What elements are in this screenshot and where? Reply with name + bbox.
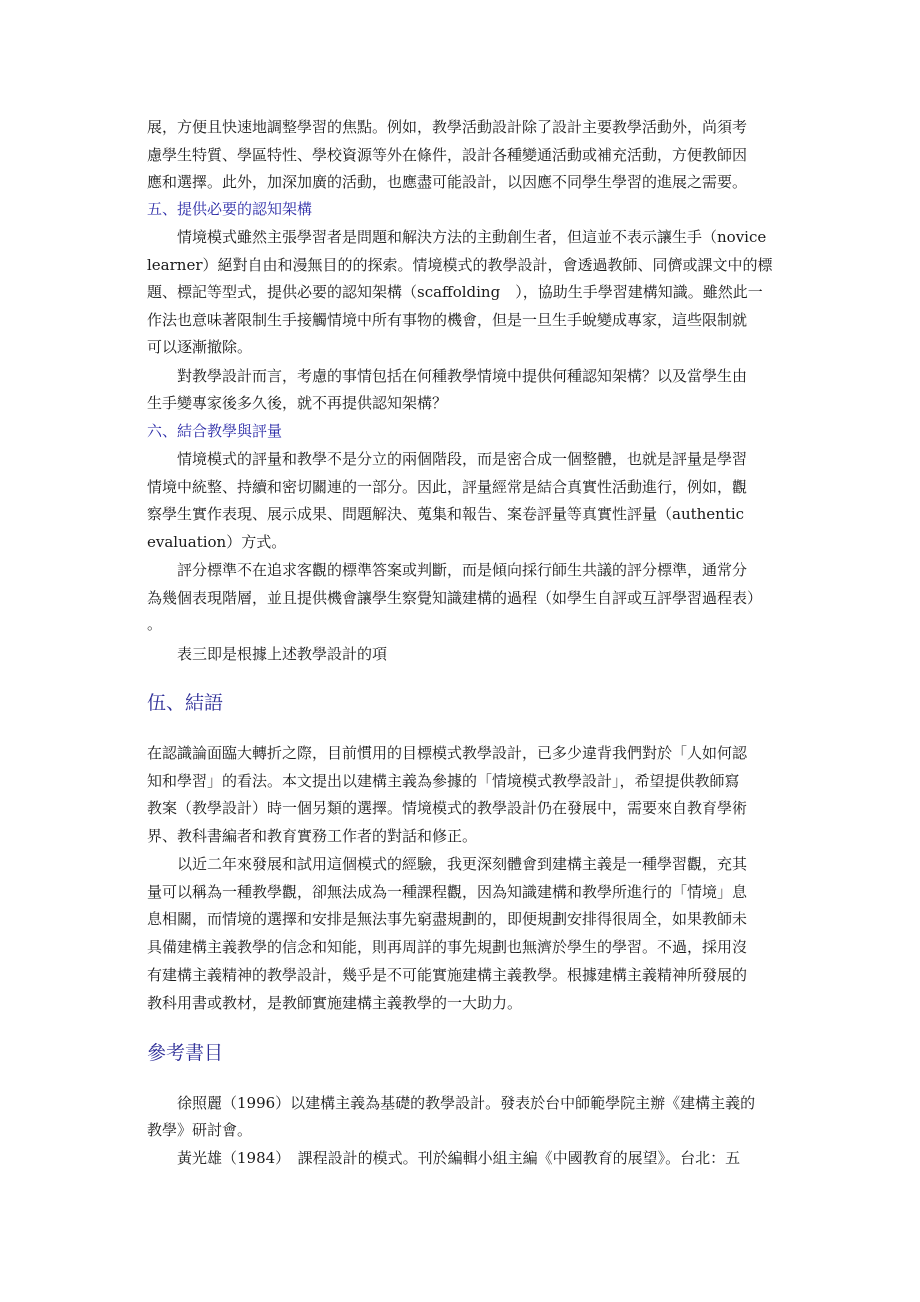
- paragraph-line: 應和選擇。此外，加深加廣的活動，也應盡可能設計，以因應不同學生學習的進展之需要。: [147, 173, 748, 191]
- section-heading: 六、結合教學與評量: [147, 422, 283, 440]
- paragraph-line: 對教學設計而言，考慮的事情包括在何種教學情境中提供何種認知架構？以及當學生由: [177, 367, 748, 385]
- paragraph-line: 為幾個表現階層，並且提供機會讓學生察覺知識建構的過程（如學生自評或互評學習過程表）: [147, 589, 763, 607]
- paragraph-line: 有建構主義精神的教學設計，幾乎是不可能實施建構主義教學。根據建構主義精神所發展的: [147, 966, 748, 984]
- paragraph-line: 評分標準不在追求客觀的標準答案或判斷，而是傾向採行師生共議的評分標準，通常分: [177, 561, 748, 579]
- paragraph-line: 以近二年來發展和試用這個模式的經驗，我更深刻體會到建構主義是一種學習觀，充其: [177, 855, 748, 873]
- paragraph-line: 知和學習」的看法。本文提出以建構主義為參據的「情境模式教學設計」，希望提供教師寫: [147, 772, 740, 790]
- paragraph-line: 可以逐漸撤除。: [147, 338, 253, 356]
- paragraph-line: 情境中統整、持續和密切關連的一部分。因此，評量經常是結合真實性活動進行，例如，觀: [147, 478, 748, 496]
- paragraph-line: 察學生實作表現、展示成果、問題解決、蒐集和報告、案卷評量等真實性評量（authentic: [147, 505, 745, 523]
- paragraph-line: learner）絕對自由和漫無目的的探索。情境模式的教學設計，會透過教師、同儕或課文中的標: [147, 256, 773, 274]
- reference-line: 黃光雄（1984） 課程設計的模式。刊於編輯小組主編《中國教育的展望》。台北：五: [177, 1149, 741, 1167]
- paragraph-line: 教科用書或教材，是教師實施建構主義教學的一大助力。: [147, 994, 523, 1012]
- paragraph-line: 情境模式的評量和教學不是分立的兩個階段，而是密合成一個整體，也就是評量是學習: [177, 450, 748, 468]
- paragraph-line: 。: [147, 615, 163, 633]
- paragraph-line: 生手變專家後多久後，就不再提供認知架構？: [147, 394, 448, 412]
- reference-line: 教學》研討會。: [147, 1121, 253, 1139]
- paragraph-line: 題、標記等型式，提供必要的認知架構（scaffolding ），協助生手學習建構知識。雖然此一: [147, 283, 763, 301]
- paragraph-line: 展，方便且快速地調整學習的焦點。例如，教學活動設計除了設計主要教學活動外，尚須考: [147, 118, 748, 136]
- chapter-heading: 參考書目: [147, 1042, 224, 1064]
- paragraph-line: evaluation）方式。: [147, 533, 287, 551]
- paragraph-line: 表三即是根據上述教學設計的項: [177, 645, 388, 663]
- paragraph-line: 量可以稱為一種教學觀，卻無法成為一種課程觀，因為知識建構和教學所進行的「情境」息: [147, 883, 748, 901]
- paragraph-line: 具備建構主義教學的信念和知能，則再周詳的事先規劃也無濟於學生的學習。不過，採用沒: [147, 938, 748, 956]
- paragraph-line: 教案（教學設計）時一個另類的選擇。情境模式的教學設計仍在發展中，需要來自教育學術: [147, 799, 748, 817]
- section-heading: 五、提供必要的認知架構: [147, 200, 313, 218]
- paragraph-line: 界、教科書編者和教育實務工作者的對話和修正。: [147, 827, 478, 845]
- paragraph-line: 在認識論面臨大轉折之際，目前慣用的目標模式教學設計，已多少違背我們對於「人如何認: [147, 744, 748, 762]
- paragraph-line: 情境模式雖然主張學習者是問題和解決方法的主動創生者，但這並不表示讓生手（novice: [177, 228, 767, 246]
- paragraph-line: 作法也意味著限制生手接觸情境中所有事物的機會，但是一旦生手蛻變成專家，這些限制就: [147, 311, 748, 329]
- chapter-heading: 伍、結語: [147, 692, 224, 714]
- paragraph-line: 慮學生特質、學區特性、學校資源等外在條件，設計各種變通活動或補充活動，方便教師因: [147, 146, 748, 164]
- paragraph-line: 息相關，而情境的選擇和安排是無法事先窮盡規劃的，即便規劃安排得很周全，如果教師未: [147, 910, 748, 928]
- reference-line: 徐照麗（1996）以建構主義為基礎的教學設計。發表於台中師範學院主辦《建構主義的: [177, 1094, 756, 1112]
